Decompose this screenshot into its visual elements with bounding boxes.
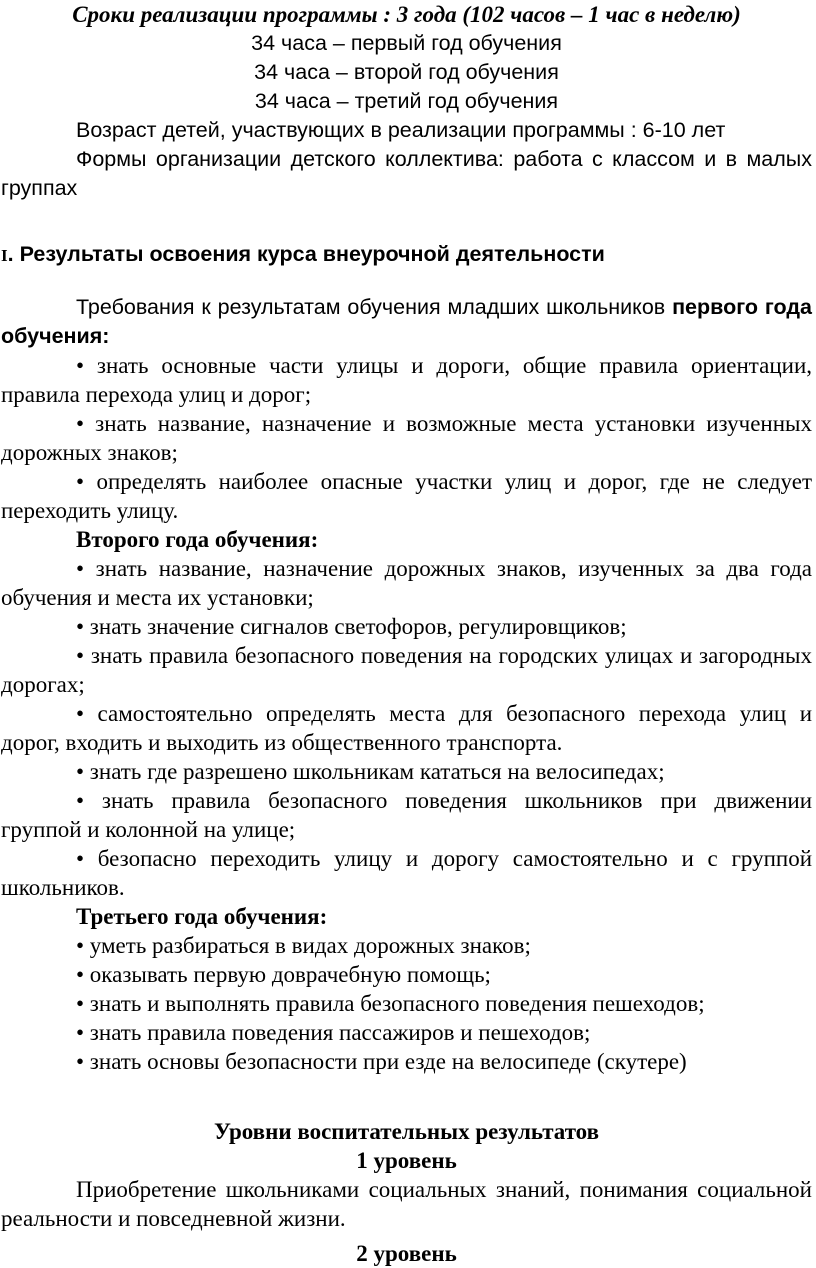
- forms-info: Формы организации детского коллектива: работа с классом и в малых группах: [1, 147, 812, 200]
- second-year-heading: Второго года обучения:: [76, 527, 319, 552]
- year-hours-3: 34 часа – третий год обучения: [254, 89, 559, 113]
- year-hours-1: 34 часа – первый год обучения: [251, 31, 562, 55]
- levels-title: Уровни воспитательных результатов: [213, 1119, 600, 1144]
- third-year-heading: Третьего года обучения:: [76, 904, 328, 929]
- level-1-title: 1 уровень: [356, 1148, 457, 1173]
- requirements-intro: [1, 293, 812, 351]
- second-year-item: • знать название, назначение дорожных знаков, изученных за два года обучения и места их установки;: [1, 556, 812, 610]
- requirements-intro-text: Требования к результатам обучения младших школьников: [76, 295, 673, 319]
- section-roman-numeral: I: [1, 246, 8, 265]
- age-info: Возраст детей, участвующих в реализации программы : 6-10 лет: [76, 118, 726, 142]
- third-year-item: • знать правила поведения пассажиров и пешеходов;: [76, 1020, 591, 1045]
- year-hours-2: 34 часа – второй год обучения: [254, 60, 559, 84]
- section-heading: [1, 240, 812, 270]
- third-year-item: • уметь разбираться в видах дорожных знаков;: [76, 933, 531, 958]
- second-year-item: • знать значение сигналов светофоров, регулировщиков;: [76, 614, 627, 639]
- level-2-title: 2 уровень: [356, 1241, 457, 1266]
- first-year-heading: первого года обучения:: [1, 295, 812, 348]
- section-title: . Результаты освоения курса внеурочной деятельности: [7, 242, 605, 266]
- second-year-item: • безопасно переходить улицу и дорогу самостоятельно и с группой школьников.: [1, 846, 812, 900]
- second-year-item: • знать правила безопасного поведения на городских улицах и загородных дорогах;: [1, 643, 812, 697]
- duration-title: Сроки реализации программы : 3 года (102 часов – 1 час в неделю): [72, 2, 741, 27]
- second-year-item: • знать правила безопасного поведения школьников при движении группой и колонной на улице;: [1, 788, 812, 842]
- third-year-item: • знать основы безопасности при езде на велосипеде (скутере): [76, 1049, 687, 1074]
- third-year-item: • оказывать первую доврачебную помощь;: [76, 962, 491, 987]
- third-year-item: • знать и выполнять правила безопасного поведения пешеходов;: [76, 991, 705, 1016]
- first-year-item: • знать основные части улицы и дороги, общие правила ориентации, правила перехода улиц и дорог;: [1, 353, 812, 407]
- second-year-item: • знать где разрешено школьникам кататься на велосипедах;: [76, 759, 665, 784]
- first-year-item: • знать название, назначение и возможные места установки изученных дорожных знаков;: [1, 411, 812, 465]
- second-year-item: • самостоятельно определять места для безопасного перехода улиц и дорог, входить и выходить из общественного транспорта.: [1, 701, 812, 755]
- section-spacer: [1, 1076, 812, 1117]
- level-1-text: Приобретение школьниками социальных знаний, понимания социальной реальности и повседневной жизни.: [1, 1177, 812, 1231]
- first-year-item: • определять наиболее опасные участки улиц и дорог, где не следует переходить улицу.: [1, 469, 812, 523]
